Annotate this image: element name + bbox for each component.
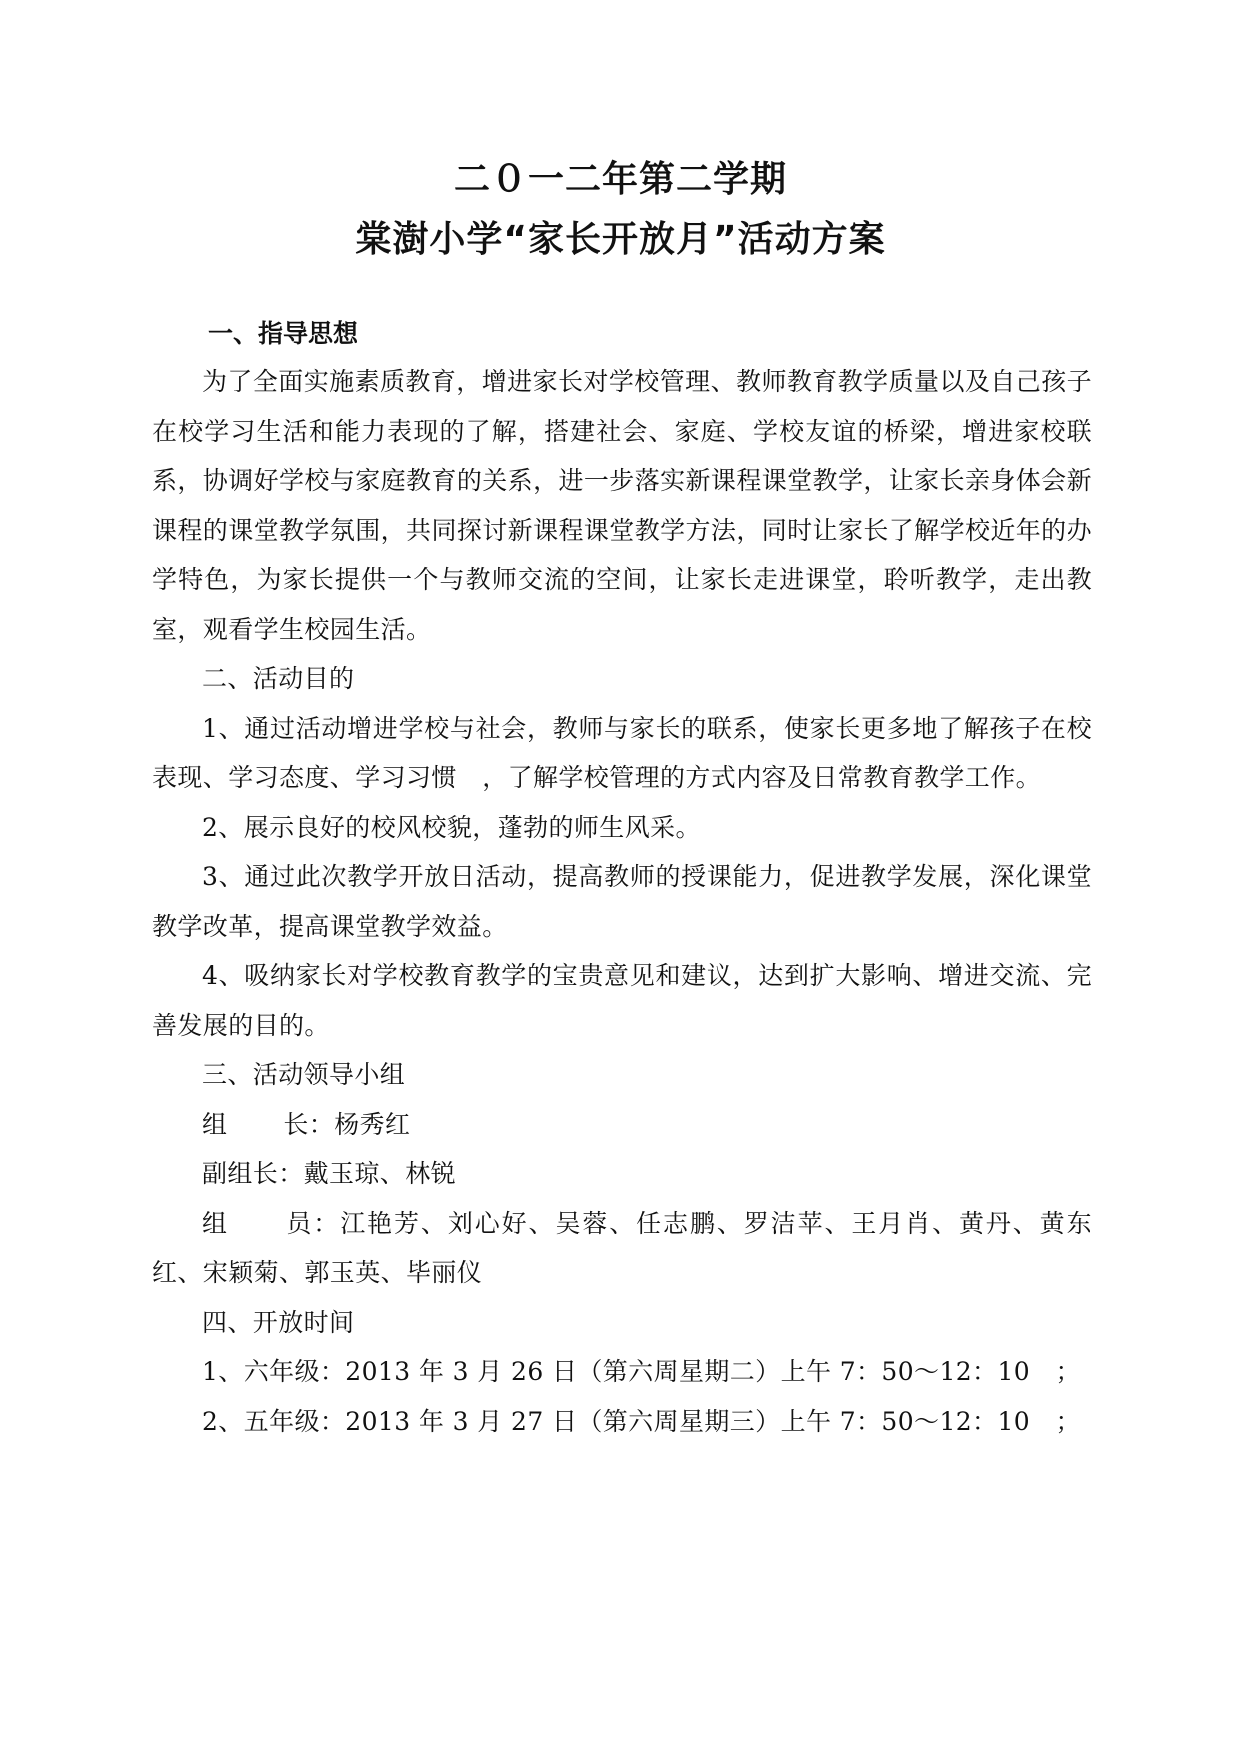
leader-label-a: 组: [202, 1109, 228, 1139]
document-title-line2: 棠澍小学“家长开放月”活动方案: [355, 219, 886, 260]
section4-item-2: 2、五年级：2013 年 3 月 27 日（第六周星期三）上午 7：50～12：10 ；: [202, 1406, 1081, 1436]
section2-item-3: 3、通过此次教学开放日活动，提高教师的授课能力，促进教学发展，深化课堂教学改革，提高课堂教学效益。: [152, 862, 1092, 941]
section3-heading: 三、活动领导小组: [202, 1060, 406, 1089]
section4-heading: 四、开放时间: [202, 1307, 355, 1337]
section1-heading: 一、指导思想: [208, 319, 359, 348]
leader-label-b: 长：: [283, 1109, 335, 1139]
leader-row: [152, 1100, 1092, 1150]
member-label-b: 员：: [284, 1208, 341, 1238]
document-title-line1: 二０一二年第二学期: [453, 159, 787, 200]
member-value: 江艳芳、刘心好、吴蓉、任志鹏、罗洁苹、王月肖、黄丹、黄东红、宋颖菊、郭玉英、毕丽仪: [152, 1208, 1092, 1287]
document-body: [152, 357, 1092, 1446]
section2-heading: 二、活动目的: [202, 664, 355, 693]
member-label-a: 组: [202, 1208, 229, 1238]
section2-item-1: 1、通过活动增进学校与社会，教师与家长的联系，使家长更多地了解孩子在校表现、学习态度、学习习惯 ，了解学校管理的方式内容及日常教育教学工作。: [152, 713, 1092, 792]
section1-paragraph: 为了全面实施素质教育，增进家长对学校管理、教师教育教学质量以及自己孩子在校学习生活和能力表现的了解，搭建社会、家庭、学校友谊的桥梁，增进家校联系，协调好学校与家庭教育的关系，进一步落实新课程课堂教学，让家长亲身体会新课程的课堂教学氛围，共同探讨新课程课堂教学方法，同时让家长了解学校近年的办学特色，为家长提供一个与教师交流的空间，让家长走进课堂，聆听教学，走出教室，观看学生校园生活。: [152, 367, 1092, 644]
leader-value: 杨秀红: [334, 1109, 411, 1139]
deputy-label: 副组长：: [202, 1159, 304, 1188]
member-row: [152, 1199, 1092, 1298]
section2-item-2: 2、展示良好的校风校貌，蓬勃的师生风采。: [202, 812, 701, 842]
deputy-value: 戴玉琼、林锐: [303, 1159, 457, 1188]
section4-item-1: 1、六年级：2013 年 3 月 26 日（第六周星期二）上午 7：50～12：10 ；: [202, 1357, 1081, 1386]
deputy-row: [152, 1149, 1092, 1199]
section2-item-4: 4、吸纳家长对学校教育教学的宝贵意见和建议，达到扩大影响、增进交流、完善发展的目的。: [152, 961, 1092, 1040]
